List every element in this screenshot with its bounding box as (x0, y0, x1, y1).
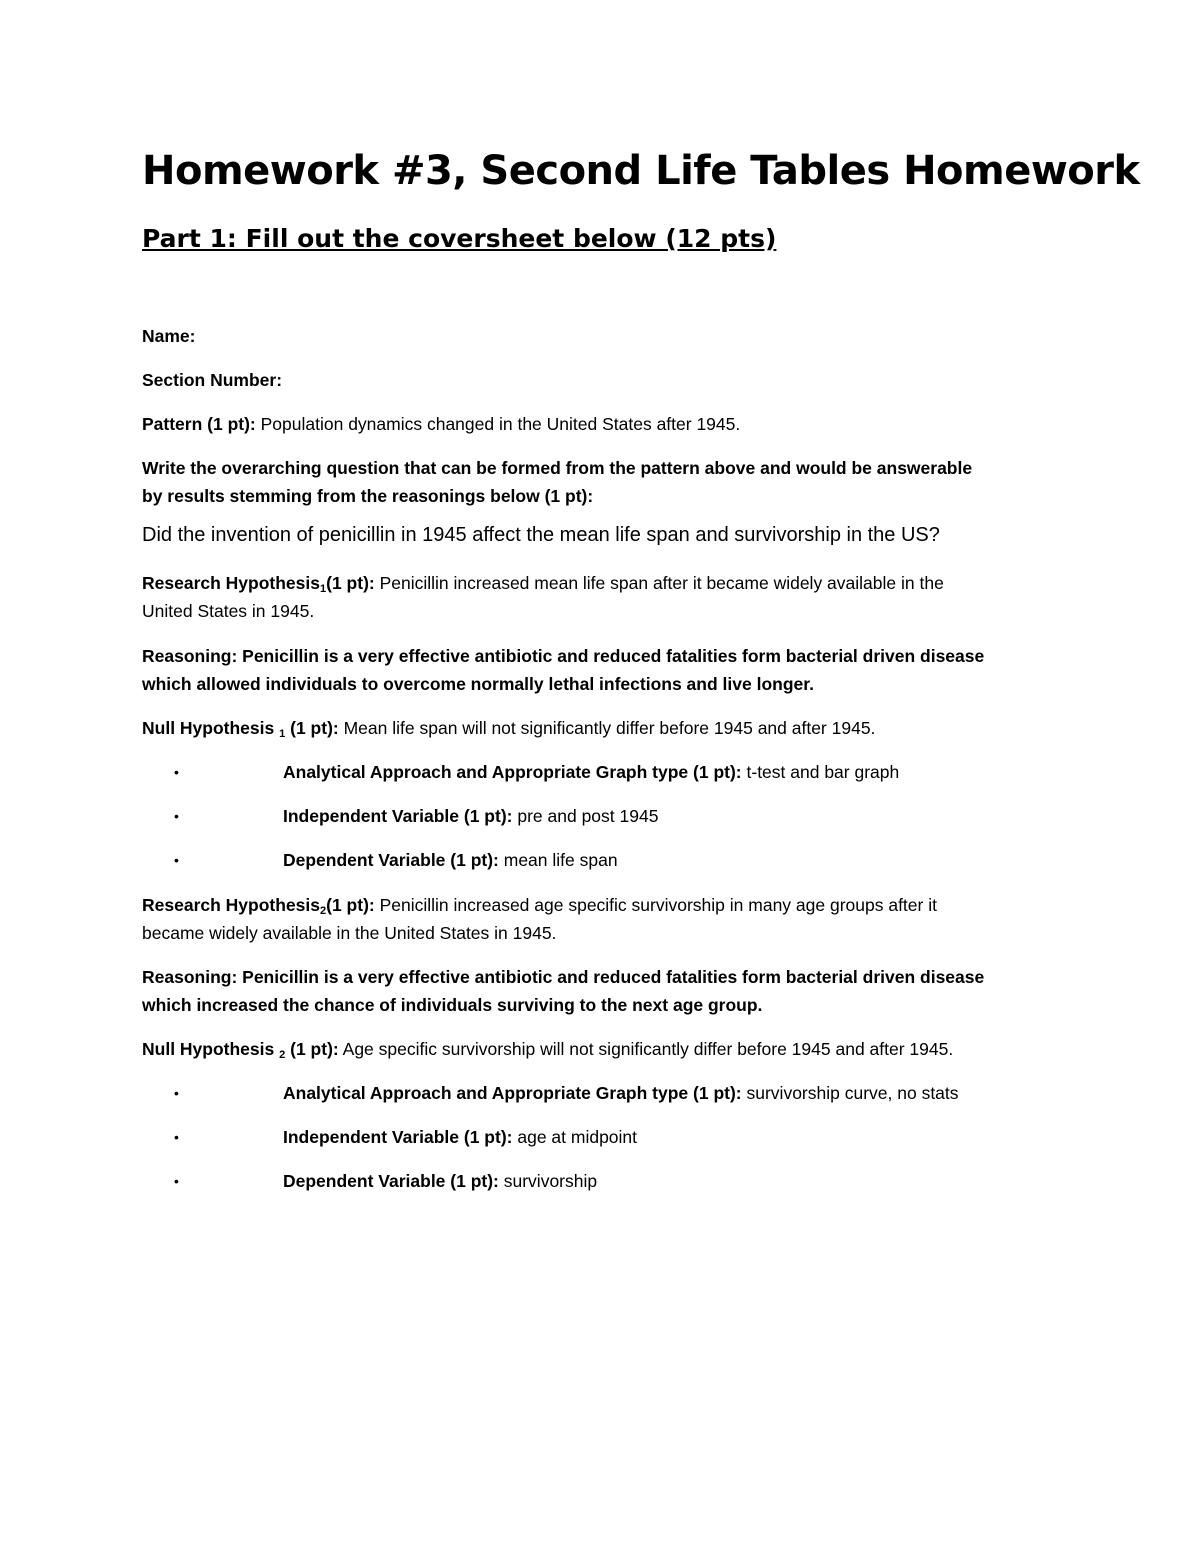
reasoning-2-line2: which increased the chance of individuals surviving to the next age group. (142, 995, 763, 1015)
null-hypothesis-1-subscript: 1 (279, 728, 286, 740)
dependent-variable-2-label: Dependent Variable (1 pt): (283, 1171, 499, 1191)
analytical-approach-1 (283, 758, 899, 786)
research-hypothesis-2-label: Research Hypothesis (142, 895, 320, 915)
research-hypothesis-1-text: Penicillin increased mean life span after it became widely available in the (379, 573, 944, 593)
research-hypothesis-1-line2: United States in 1945. (142, 601, 315, 621)
bullet-icon: • (174, 852, 179, 868)
analytical-approach-1-value: t-test and bar graph (746, 762, 900, 782)
part1-heading: Part 1: Fill out the coversheet below (12 pts) (142, 224, 777, 253)
section-number-label: Section Number: (142, 370, 283, 390)
bullet-icon: • (174, 1085, 179, 1101)
analytical-approach-2-value: survivorship curve, no stats (746, 1083, 959, 1103)
research-hypothesis-2-pts: (1 pt): (326, 895, 375, 915)
null-hypothesis-1-pts: (1 pt): (290, 718, 339, 738)
overarching-prompt-line2: by results stemming from the reasonings below (1 pt): (142, 486, 594, 506)
research-hypothesis-2-line2: became widely available in the United States in 1945. (142, 923, 557, 943)
name-label: Name: (142, 326, 196, 346)
bullet-icon: • (174, 764, 179, 780)
overarching-prompt-line1: Write the overarching question that can be formed from the pattern above and would be answerable (142, 458, 973, 478)
research-hypothesis-1-label: Research Hypothesis (142, 573, 320, 593)
bullet-icon: • (174, 1173, 179, 1189)
null-hypothesis-2-label: Null Hypothesis (142, 1039, 275, 1059)
bullet-icon: • (174, 808, 179, 824)
independent-variable-1-label: Independent Variable (1 pt): (283, 806, 513, 826)
independent-variable-2-label: Independent Variable (1 pt): (283, 1127, 513, 1147)
dependent-variable-1-label: Dependent Variable (1 pt): (283, 850, 499, 870)
null-hypothesis-2-subscript: 2 (279, 1049, 286, 1061)
reasoning-1-line2: which allowed individuals to overcome normally lethal infections and live longer. (142, 674, 814, 694)
null-hypothesis-2-text: Age specific survivorship will not significantly differ before 1945 and after 1945. (342, 1039, 954, 1059)
dependent-variable-1 (283, 846, 618, 874)
dependent-variable-2 (283, 1167, 597, 1195)
reasoning-1-line1: Reasoning: Penicillin is a very effective antibiotic and reduced fatalities form bacterial driven disease (142, 646, 985, 666)
overarching-question-answer: Did the invention of penicillin in 1945 affect the mean life span and survivorship in the US? (142, 524, 940, 546)
research-hypothesis-1-subscript: 1 (320, 583, 327, 595)
null-hypothesis-2-pts: (1 pt): (290, 1039, 339, 1059)
null-hypothesis-1-text: Mean life span will not significantly differ before 1945 and after 1945. (343, 718, 876, 738)
dependent-variable-1-value: mean life span (503, 850, 618, 870)
research-hypothesis-1-pts: (1 pt): (326, 573, 375, 593)
document-title: Homework #3, Second Life Tables Homework (142, 148, 1140, 194)
independent-variable-1-value: pre and post 1945 (517, 806, 659, 826)
independent-variable-2-value: age at midpoint (517, 1127, 638, 1147)
research-hypothesis-2-text: Penicillin increased age specific survivorship in many age groups after it (379, 895, 937, 915)
null-hypothesis-1-label: Null Hypothesis (142, 718, 275, 738)
pattern-label: Pattern (1 pt): (142, 414, 256, 434)
bullet-icon: • (174, 1129, 179, 1145)
pattern-line (142, 410, 740, 438)
analytical-approach-1-label: Analytical Approach and Appropriate Graph type (1 pt): (283, 762, 742, 782)
dependent-variable-2-value: survivorship (503, 1171, 598, 1191)
research-hypothesis-2-subscript: 2 (320, 905, 327, 917)
analytical-approach-2-label: Analytical Approach and Appropriate Graph type (1 pt): (283, 1083, 742, 1103)
reasoning-2-line1: Reasoning: Penicillin is a very effective antibiotic and reduced fatalities form bacterial driven disease (142, 967, 985, 987)
null-hypothesis-2 (142, 1035, 953, 1069)
independent-variable-2 (283, 1123, 637, 1151)
independent-variable-1 (283, 802, 658, 830)
null-hypothesis-1 (142, 714, 875, 748)
analytical-approach-2 (283, 1079, 959, 1107)
pattern-text: Population dynamics changed in the United States after 1945. (260, 414, 741, 434)
